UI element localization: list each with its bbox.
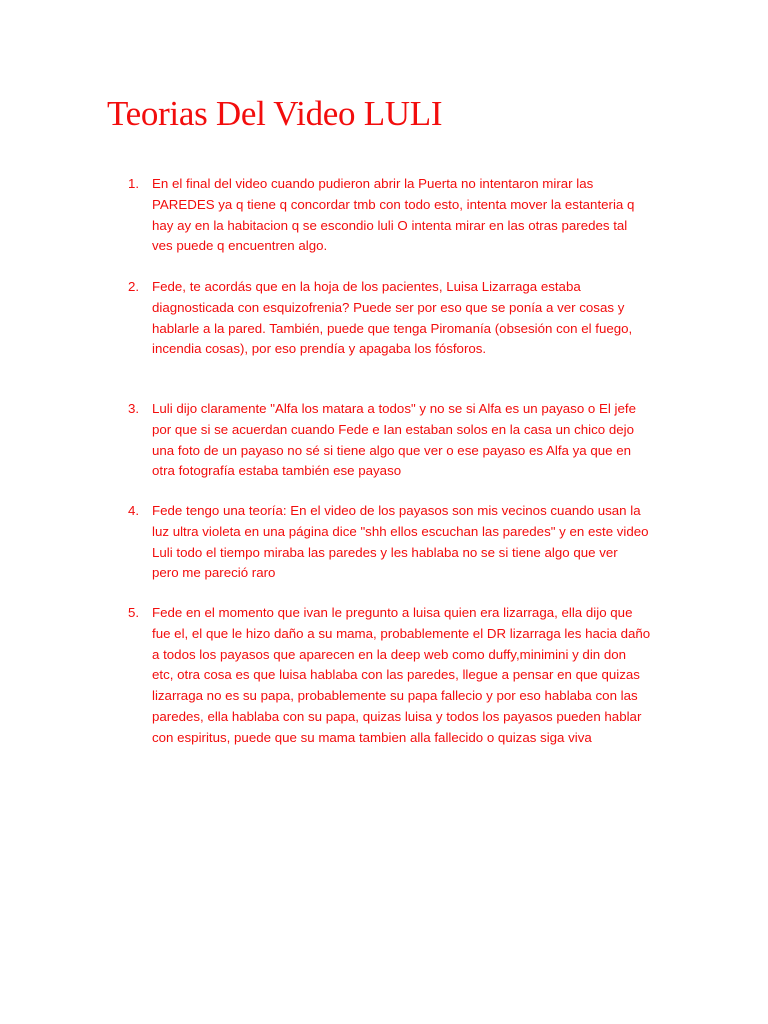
list-item-text bbox=[152, 603, 664, 749]
list-item-number: 5. bbox=[128, 605, 140, 620]
list-item-number: 4. bbox=[128, 503, 140, 518]
text-line: hablarle a la pared. También, puede que tenga Piromanía (obsesión con el fuego, bbox=[152, 320, 633, 336]
text-line: fue el, el que le hizo daño a su mama, probablemente el DR lizarraga les hacia daño bbox=[152, 625, 651, 641]
list-item-text bbox=[152, 174, 664, 257]
text-line: ves puede q encuentren algo. bbox=[152, 238, 328, 254]
text-line: luz ultra violeta en una página dice "shh ellos escuchan las paredes" y en este video bbox=[152, 523, 649, 539]
text-line: paredes, ella hablaba con su papa, quizas luisa y todos los payasos pueden hablar bbox=[152, 708, 642, 724]
text-line: a todos los payasos que aparecen en la deep web como duffy,minimini y din don bbox=[152, 646, 627, 662]
list-item-text bbox=[152, 277, 664, 360]
text-line: Fede, te acordás que en la hoja de los pacientes, Luisa Lizarraga estaba bbox=[152, 279, 581, 294]
text-line: Fede en el momento que ivan le pregunto a luisa quien era lizarraga, ella dijo que bbox=[152, 605, 633, 620]
text-line: etc, otra cosa es que luisa hablaba con las paredes, llegue a pensar en que quizas bbox=[152, 667, 640, 683]
text-line: otra fotografía estaba también ese payaso bbox=[152, 463, 402, 479]
list-item-text bbox=[152, 501, 664, 584]
text-line: PAREDES ya q tiene q concordar tmb con todo esto, intenta mover la estanteria q bbox=[152, 196, 635, 212]
text-line: por que si se acuerdan cuando Fede e Ian estaban solos en la casa un chico dejo bbox=[152, 421, 634, 437]
text-line: una foto de un payaso no sé si tiene algo que ver o ese payaso es Alfa ya que en bbox=[152, 442, 632, 458]
text-line: con espiritus, puede que su mama tambien alla fallecido o quizas siga viva bbox=[152, 729, 592, 745]
list-item-number: 3. bbox=[128, 401, 140, 416]
list-item-number: 2. bbox=[128, 279, 140, 294]
document-title: Teorias Del Video LULI bbox=[107, 94, 443, 133]
text-line: incendia cosas), por eso prendía y apagaba los fósforos. bbox=[152, 341, 487, 357]
list-item-number: 1. bbox=[128, 176, 140, 191]
text-line: hay ay en la habitacion q se escondio luli O intenta mirar en las otras paredes tal bbox=[152, 217, 628, 233]
text-line: lizarraga no es su papa, probablemente su papa fallecio y por eso hablaba con las bbox=[152, 688, 638, 704]
text-line: Luli todo el tiempo miraba las paredes y les hablaba no se si tiene algo que ver bbox=[152, 544, 618, 560]
text-line: Luli dijo claramente "Alfa los matara a todos" y no se si Alfa es un payaso o El jefe bbox=[152, 401, 636, 416]
text-line: Fede tengo una teoría: En el video de los payasos son mis vecinos cuando usan la bbox=[152, 503, 641, 518]
text-line: diagnosticada con esquizofrenia? Puede ser por eso que se ponía a ver cosas y bbox=[152, 299, 625, 315]
text-line: En el final del video cuando pudieron abrir la Puerta no intentaron mirar las bbox=[152, 176, 594, 191]
list-item-text bbox=[152, 399, 664, 482]
text-line: pero me pareció raro bbox=[152, 565, 276, 581]
